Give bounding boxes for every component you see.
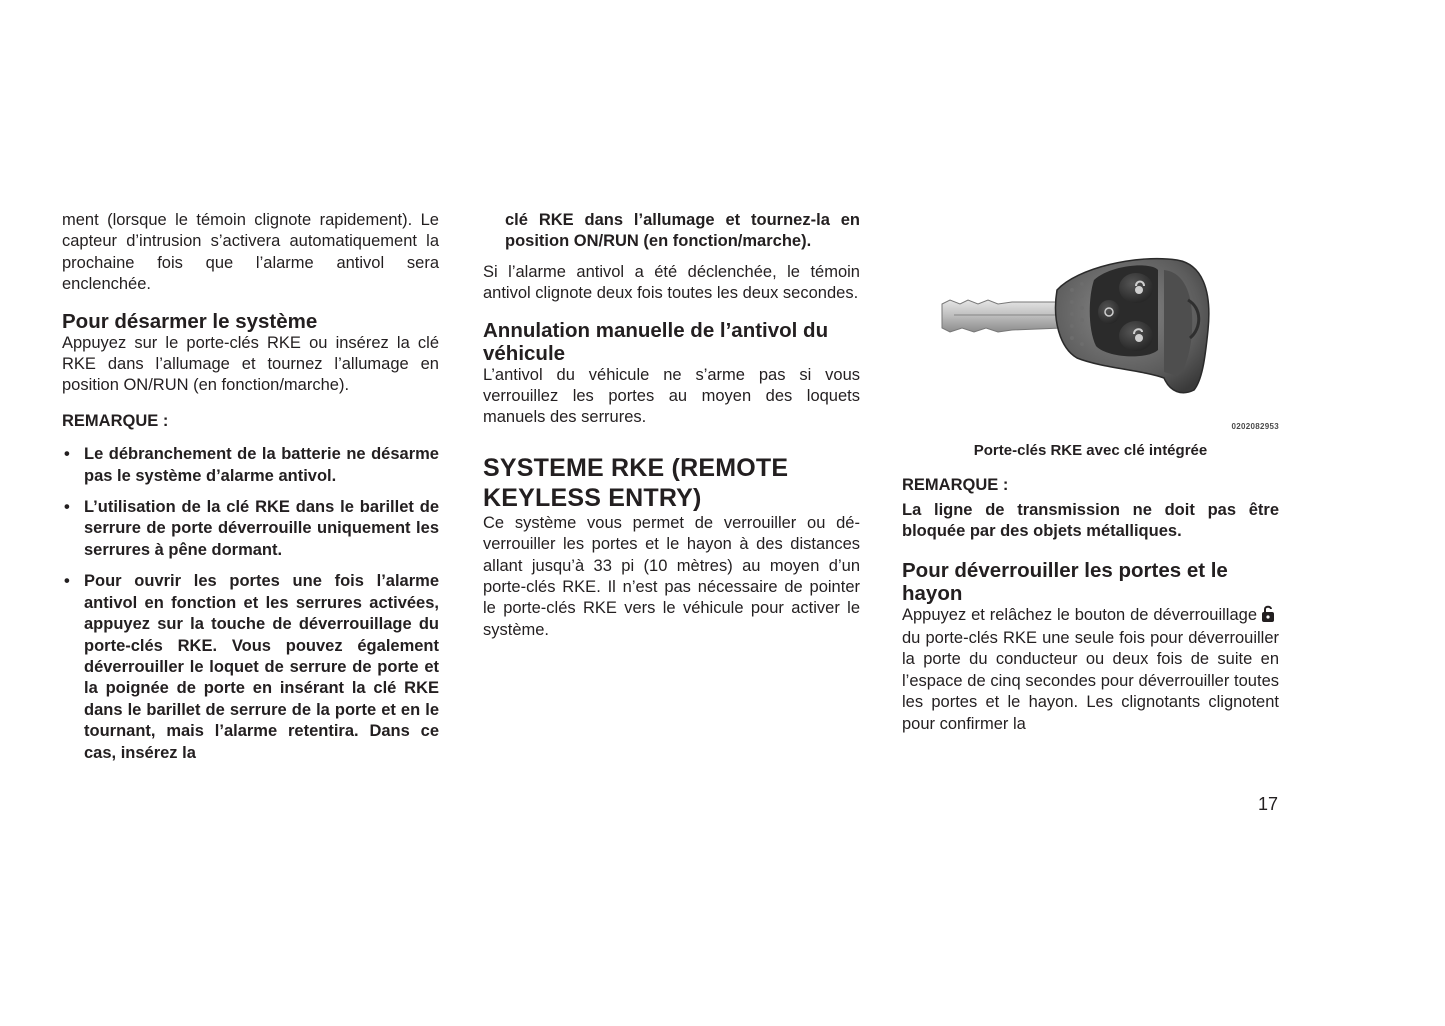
column-1 — [62, 210, 439, 774]
heading-unlock: Pour déverrouiller les portes et le hayon — [902, 558, 1228, 605]
column-3 — [902, 250, 1279, 735]
intro-paragraph: ment (lorsque le témoin clignote rapidement). Le capteur d’intrusion s’activera automatiquement la prochaine fois que l’alarme antivol sera enclenchée. — [62, 211, 439, 294]
manual-cancel-paragraph: L’antivol du véhicule ne s’arme pas si vous verrouillez les portes au moyen des loquets manuels des serrures. — [483, 365, 860, 427]
bullet-item: • L’utilisation de la clé RKE dans le barillet de serrure de porte déverrouille uniquement les serrures à pêne dormant. — [64, 498, 439, 559]
bullet-item: • Pour ouvrir les portes une fois l’alarme antivol en fonction et les serrures activées, appuyez sur la touche de déverrouillage du porte-clés RKE. Vous pouvez également déverrouiller le loquet de serrure de porte et la poignée de porte en insérant la clé RKE dans le barillet de serrure de la porte et en le tournant, mais l’alarme retentira. Dans ce cas, insérez la — [64, 572, 439, 762]
heading-manual-cancel: Annulation manuelle de l’antivol du véhicule — [483, 318, 829, 365]
column-2 — [483, 210, 860, 655]
rke-paragraph: Ce système vous permet de verrouiller ou déverrouiller les portes et le hayon à des distances allant jusqu’à 33 pi (10 mètres) au moyen d’un porte-clés RKE. Il n’est pas nécessaire de pointer le porte-clés RKE vers le véhicule pour activer le système. — [483, 513, 860, 639]
note-label: REMARQUE : — [902, 476, 1009, 495]
bullet-dot: • — [64, 445, 70, 464]
bullet-item: • Le débranchement de la batterie ne désarme pas le système d’alarme antivol. — [64, 445, 439, 485]
figure-caption: Porte-clés RKE avec clé intégrée — [973, 442, 1208, 459]
note-bullet-list — [62, 444, 439, 764]
page-number: 17 — [1258, 794, 1279, 814]
disarm-paragraph: Appuyez sur le porte-clés RKE ou insérez la clé RKE dans l’allumage et tournez l’allumage en position ON/RUN (en fonction/marche). — [62, 333, 439, 395]
figure-code: 0202082953 — [1231, 422, 1279, 431]
key-fob-illustration — [902, 250, 1279, 420]
note-label: REMARQUE : — [62, 411, 169, 430]
unlock-icon — [1261, 605, 1275, 628]
triggered-paragraph: Si l’alarme antivol a été déclenchée, le témoin antivol clignote deux fois toutes les deux secondes. — [483, 262, 860, 303]
bullet-dot: • — [64, 572, 70, 591]
unlock-paragraph: Appuyez et relâchez le bouton de déverrouillagedu porte-clés RKE une seule fois pour déverrouiller la porte du conducteur ou deux fois de suite en l’espace de cinq secondes pour déverrouiller toutes les portes et le hayon. Les clignotants clignotent pour confirmer la — [902, 605, 1279, 733]
section-title-rke: SYSTEME RKE (REMOTE KEYLESS ENTRY) — [483, 453, 789, 512]
note-text: La ligne de transmission ne doit pas être bloquée par des objets métalliques. — [902, 500, 1279, 541]
bullet-continuation: clé RKE dans l’allumage et tournez-la en position ON/RUN (en fonction/marche). — [505, 211, 860, 251]
heading-disarm: Pour désarmer le système — [62, 309, 318, 333]
panic-button — [1098, 300, 1120, 324]
bullet-dot: • — [64, 498, 70, 517]
key-fob-figure — [902, 250, 1279, 440]
